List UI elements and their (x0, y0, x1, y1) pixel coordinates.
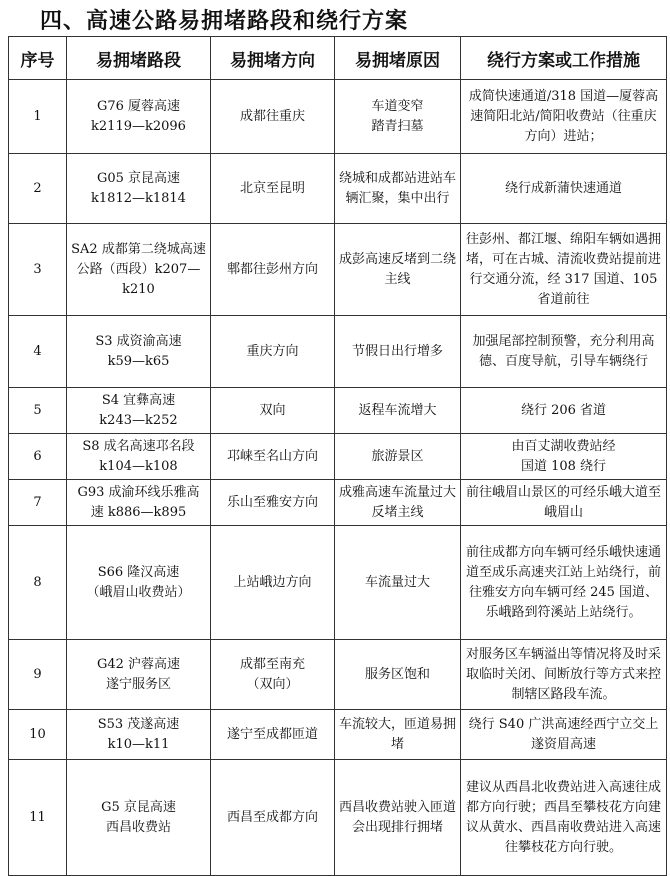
row-measure: 对服务区车辆溢出等情况将及时采取临时关闭、间断放行等方式来控制辖区路段车流。 (461, 640, 667, 710)
row-direction: 遂宁至成都匝道 (211, 710, 335, 760)
table-row (9, 224, 667, 316)
header-no: 序号 (9, 37, 67, 80)
table-row (9, 710, 667, 760)
row-segment: S8 成名高速邛名段 k104—k108 (67, 434, 211, 480)
row-measure: 加强尾部控制预警，充分利用高德、百度导航，引导车辆绕行 (461, 316, 667, 388)
row-reason: 旅游景区 (335, 434, 461, 480)
row-segment: S53 茂遂高速 k10—k11 (67, 710, 211, 760)
row-segment: SA2 成都第二绕城高速公路（西段）k207—k210 (67, 224, 211, 316)
row-reason: 车流较大，匝道易拥堵 (335, 710, 461, 760)
row-direction: 成都至南充 （双向） (211, 640, 335, 710)
row-measure: 绕行 206 省道 (461, 388, 667, 434)
table-row (9, 388, 667, 434)
row-no: 4 (9, 316, 67, 388)
row-reason: 服务区饱和 (335, 640, 461, 710)
table-row (9, 760, 667, 876)
row-direction: 上站峨边方向 (211, 526, 335, 640)
row-reason: 成彭高速反堵到二绕主线 (335, 224, 461, 316)
row-no: 8 (9, 526, 67, 640)
row-segment: G05 京昆高速 k1812—k1814 (67, 154, 211, 224)
header-measure: 绕行方案或工作措施 (461, 37, 667, 80)
row-no: 6 (9, 434, 67, 480)
table-header-row (9, 37, 667, 80)
row-measure: 前往成都方向车辆可经乐峨快速通道至成乐高速夹江站上站绕行，前往雅安方向车辆可经 245 国道、乐峨路到符溪站上站绕行。 (461, 526, 667, 640)
row-reason: 车道变窄 踏青扫墓 (335, 80, 461, 154)
row-segment: S3 成资渝高速 k59—k65 (67, 316, 211, 388)
row-segment: G42 沪蓉高速 遂宁服务区 (67, 640, 211, 710)
row-direction: 郫都往彭州方向 (211, 224, 335, 316)
row-measure: 建议从西昌北收费站进入高速往成都方向行驶；西昌至攀枝花方向建议从黄水、西昌南收费站进入高速往攀枝花方向行驶。 (461, 760, 667, 876)
row-measure: 绕行 S40 广洪高速经西宁立交上遂资眉高速 (461, 710, 667, 760)
table-row (9, 480, 667, 526)
row-reason: 成雅高速车流量过大反堵主线 (335, 480, 461, 526)
congestion-table (8, 36, 667, 876)
row-reason: 返程车流增大 (335, 388, 461, 434)
row-no: 11 (9, 760, 67, 876)
row-segment: S66 隆汉高速 （峨眉山收费站） (67, 526, 211, 640)
header-reason: 易拥堵原因 (335, 37, 461, 80)
row-no: 5 (9, 388, 67, 434)
row-measure: 往彭州、都江堰、绵阳车辆如遇拥堵，可在古城、清流收费站提前进行交通分流，经 317 国道、105 省道前往 (461, 224, 667, 316)
row-measure: 由百丈湖收费站经 国道 108 绕行 (461, 434, 667, 480)
row-measure: 成简快速通道/318 国道—厦蓉高速简阳北站/简阳收费站（往重庆方向）进站； (461, 80, 667, 154)
header-direction: 易拥堵方向 (211, 37, 335, 80)
table-row (9, 640, 667, 710)
row-segment: G76 厦蓉高速 k2119—k2096 (67, 80, 211, 154)
row-reason: 西昌收费站驶入匝道会出现排行拥堵 (335, 760, 461, 876)
table-row (9, 80, 667, 154)
row-measure: 前往峨眉山景区的可经乐峨大道至峨眉山 (461, 480, 667, 526)
row-direction: 西昌至成都方向 (211, 760, 335, 876)
row-no: 9 (9, 640, 67, 710)
table-row (9, 316, 667, 388)
row-segment: G5 京昆高速 西昌收费站 (67, 760, 211, 876)
row-segment: G93 成渝环线乐雅高速 k886—k895 (67, 480, 211, 526)
page-title: 四、高速公路易拥堵路段和绕行方案 (40, 9, 409, 34)
row-no: 10 (9, 710, 67, 760)
table-row (9, 526, 667, 640)
row-reason: 车流量过大 (335, 526, 461, 640)
row-segment: S4 宜彝高速 k243—k252 (67, 388, 211, 434)
row-direction: 成都往重庆 (211, 80, 335, 154)
row-direction: 重庆方向 (211, 316, 335, 388)
table-row (9, 434, 667, 480)
row-no: 3 (9, 224, 67, 316)
row-no: 2 (9, 154, 67, 224)
row-no: 7 (9, 480, 67, 526)
table-row (9, 154, 667, 224)
row-direction: 邛崃至名山方向 (211, 434, 335, 480)
row-direction: 乐山至雅安方向 (211, 480, 335, 526)
header-segment: 易拥堵路段 (67, 37, 211, 80)
row-direction: 北京至昆明 (211, 154, 335, 224)
row-no: 1 (9, 80, 67, 154)
row-direction: 双向 (211, 388, 335, 434)
row-reason: 绕城和成都站进站车辆汇聚，集中出行 (335, 154, 461, 224)
row-measure: 绕行成新蒲快速通道 (461, 154, 667, 224)
row-reason: 节假日出行增多 (335, 316, 461, 388)
